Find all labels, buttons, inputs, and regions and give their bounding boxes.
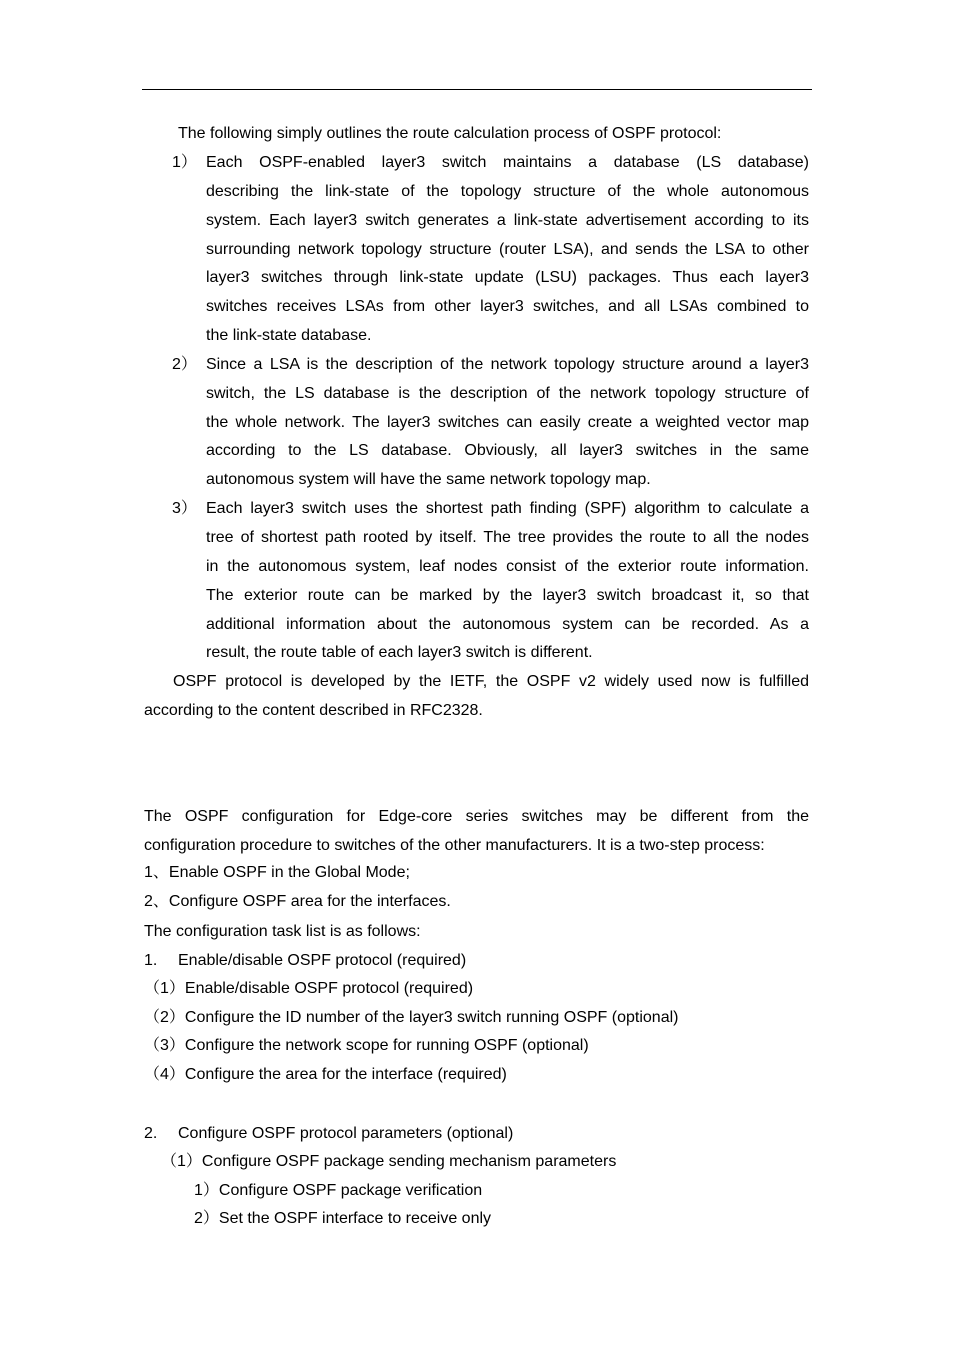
task-2-subitem: 2）Set the OSPF interface to receive only [194, 1210, 492, 1227]
task-2-sub: （1）Configure OSPF package sending mechanism parameters [161, 1153, 617, 1170]
step-1-line: describing the link-state of the topology structure of the whole autonomous [206, 183, 809, 200]
step-2-line: switch, the LS database is the description of the network topology structure of [206, 385, 809, 402]
task-1-item: （4）Configure the area for the interface (required) [144, 1066, 507, 1083]
step-1-line: surrounding network topology structure (router LSA), and sends the LSA to other [206, 241, 809, 258]
step-2-marker: 2） [172, 356, 197, 373]
task-1-item: （1）Enable/disable OSPF protocol (required) [144, 980, 474, 997]
ietf-paragraph-line: according to the content described in RFC2328. [144, 702, 483, 719]
step-1-line: switches receives LSAs from other layer3 switches, and all LSAs combined to [206, 298, 809, 315]
task-1-item: （2）Configure the ID number of the layer3 switch running OSPF (optional) [144, 1009, 679, 1026]
step-3-line: additional information about the autonomous system can be recorded. As a [206, 616, 809, 633]
task-1-title: Enable/disable OSPF protocol (required) [178, 952, 467, 969]
step-2-line: Since a LSA is the description of the network topology structure around a layer3 [206, 356, 809, 373]
task-1-item: （3）Configure the network scope for running OSPF (optional) [144, 1037, 589, 1054]
step-1-marker: 1） [172, 154, 197, 171]
step-3-marker: 3） [172, 500, 197, 517]
intro-text: The following simply outlines the route calculation process of OSPF protocol: [178, 125, 722, 142]
step-1-line: layer3 switches through link-state update (LSU) packages. Thus each layer3 [206, 269, 809, 286]
step-2-line: according to the LS database. Obviously, all layer3 switches in the same [206, 442, 809, 459]
header-rule [142, 89, 812, 90]
step-3-line: result, the route table of each layer3 switch is different. [206, 644, 593, 661]
ietf-paragraph-line: OSPF protocol is developed by the IETF, the OSPF v2 widely used now is fulfilled [173, 673, 809, 690]
step-item: 2、Configure OSPF area for the interfaces. [144, 893, 451, 910]
task-2-title: Configure OSPF protocol parameters (optional) [178, 1125, 514, 1142]
step-3-line: in the autonomous system, leaf nodes consist of the exterior route information. [206, 558, 809, 575]
config-paragraph-line: configuration procedure to switches of the other manufacturers. It is a two-step process: [144, 837, 765, 854]
step-1-line: the link-state database. [206, 327, 372, 344]
task-2-subitem: 1）Configure OSPF package verification [194, 1182, 483, 1199]
step-2-line: autonomous system will have the same network topology map. [206, 471, 651, 488]
task-list-intro: The configuration task list is as follows: [144, 923, 421, 940]
step-3-line: tree of shortest path rooted by itself. The tree provides the route to all the nodes [206, 529, 809, 546]
step-1-line: Each OSPF-enabled layer3 switch maintains a database (LS database) [206, 154, 809, 171]
config-paragraph-line: The OSPF configuration for Edge-core series switches may be different from the [144, 808, 809, 825]
step-3-line: Each layer3 switch uses the shortest path finding (SPF) algorithm to calculate a [206, 500, 809, 517]
step-1-line: system. Each layer3 switch generates a link-state advertisement according to its [206, 212, 809, 229]
step-3-line: The exterior route can be marked by the layer3 switch broadcast it, so that [206, 587, 809, 604]
step-item: 1、Enable OSPF in the Global Mode; [144, 864, 410, 881]
step-2-line: the whole network. The layer3 switches can easily create a weighted vector map [206, 414, 809, 431]
task-1-number: 1. [144, 952, 158, 969]
task-2-number: 2. [144, 1125, 158, 1142]
